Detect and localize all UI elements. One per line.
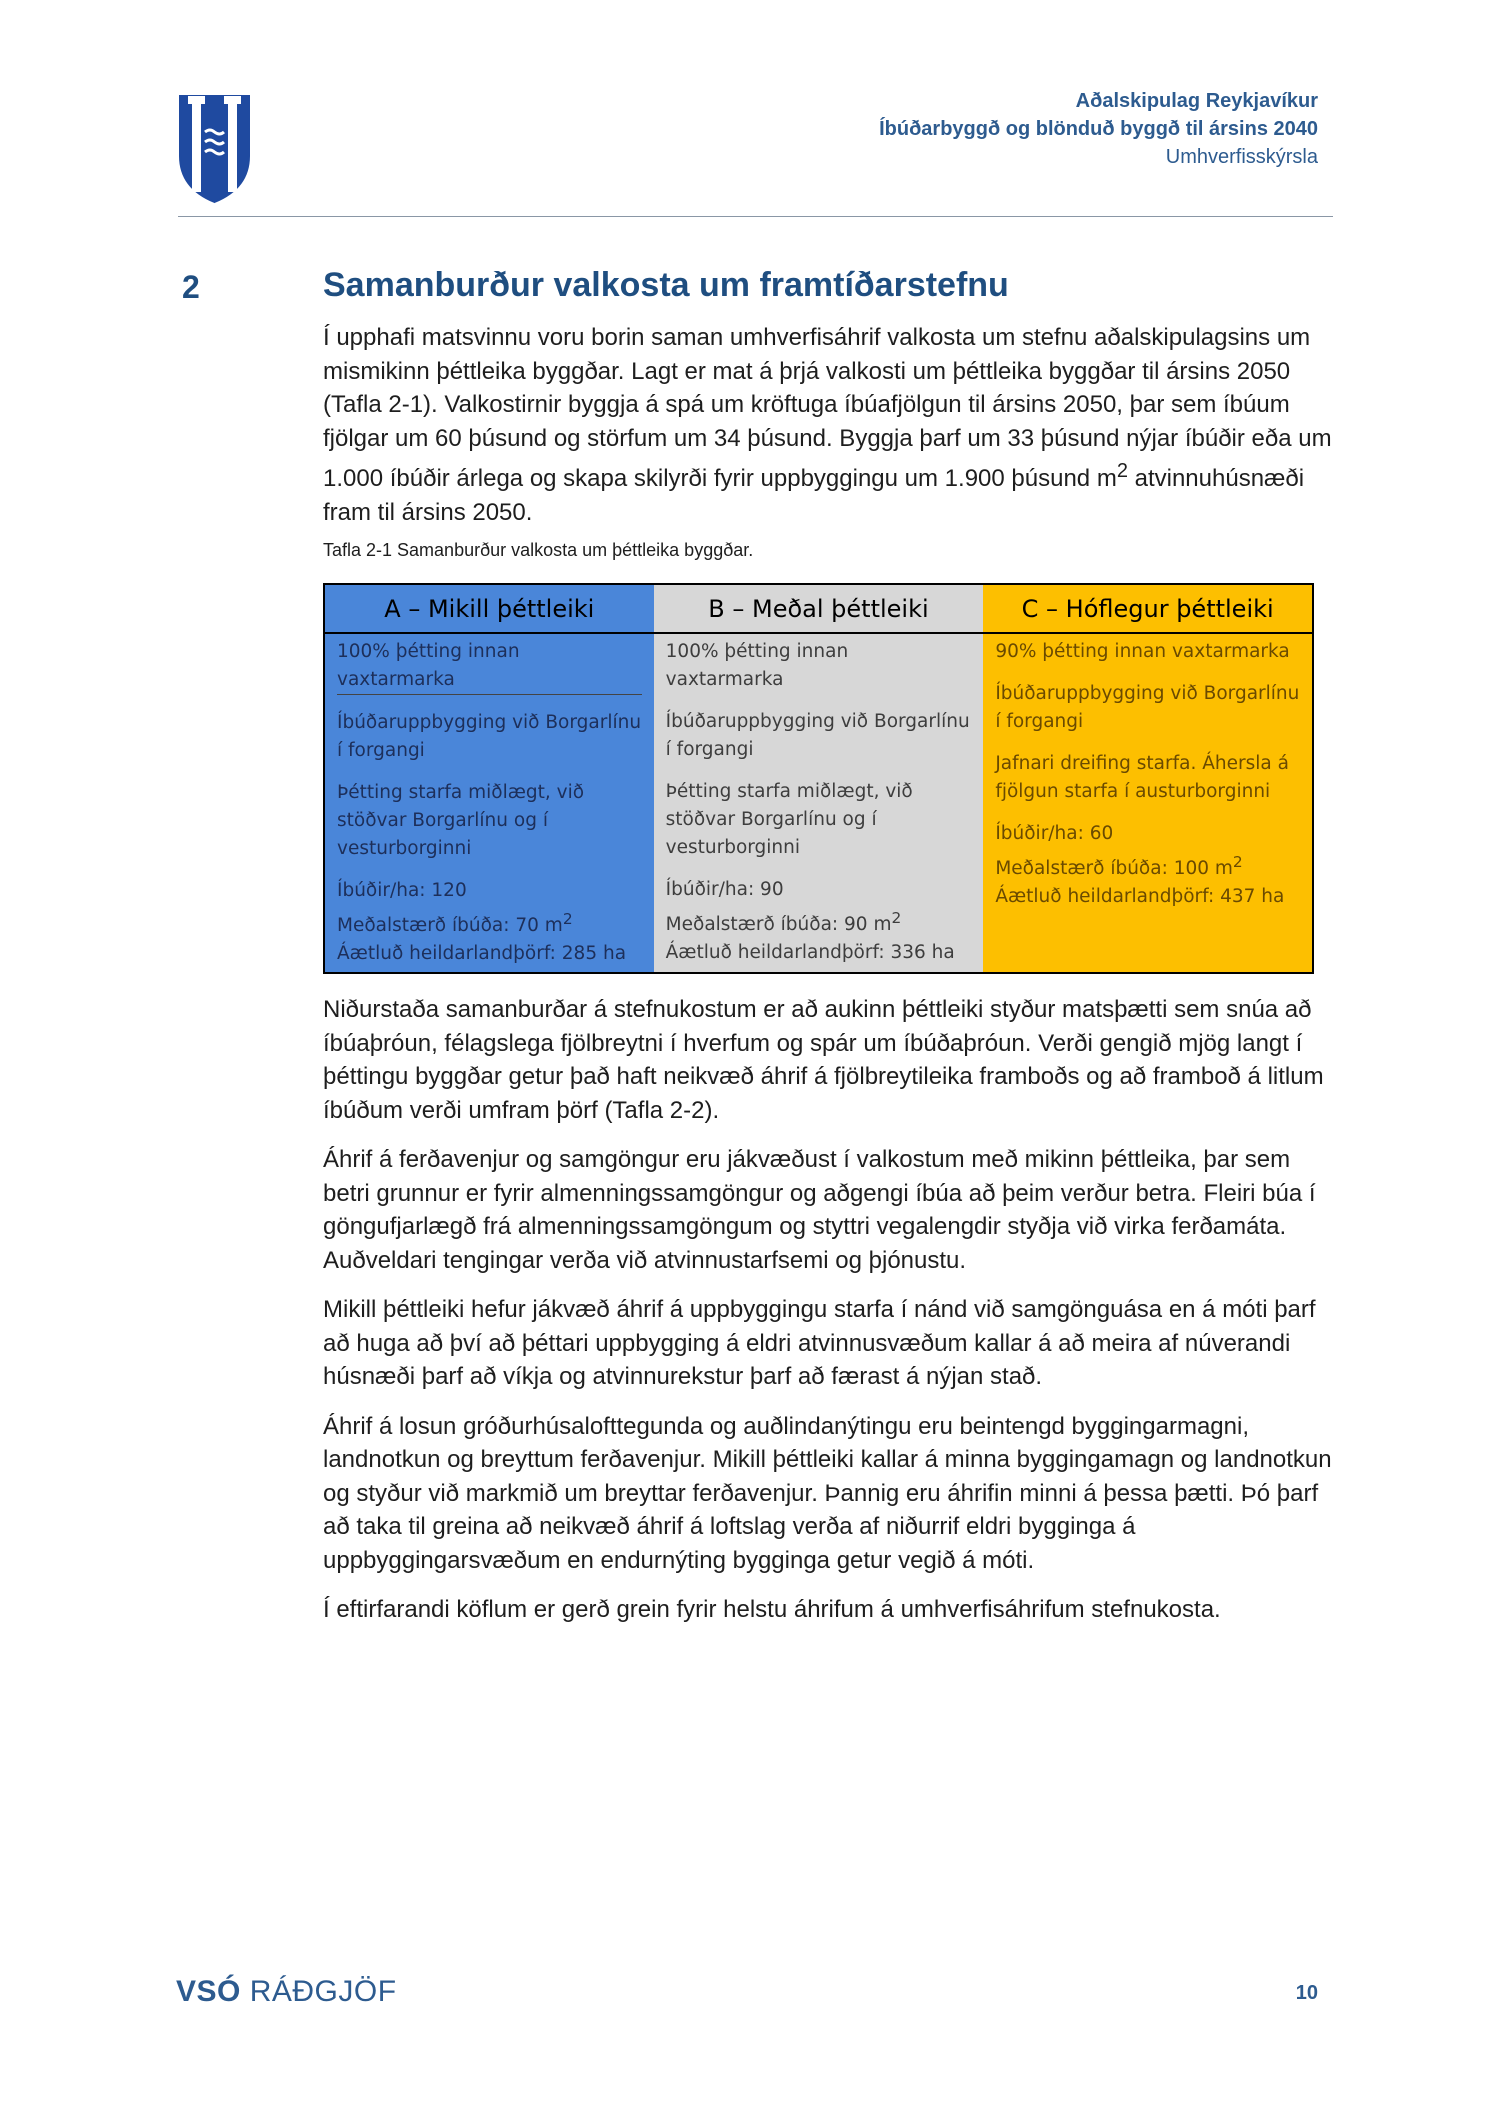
document-header: [879, 87, 1318, 171]
vso-radgjof-logo: [176, 1975, 397, 2009]
reykjavik-coat-of-arms-logo: [178, 92, 251, 204]
footer-brand-bold: VSÓ: [176, 1975, 241, 2008]
footer-brand-light: RÁÐGJÖF: [240, 1975, 397, 2008]
paragraph: Mikill þéttleiki hefur jákvæð áhrif á uppbyggingu starfa í nánd við samgönguása en á móti þarf að huga að því að þéttari uppbygging á eldri atvinnusvæðum kallar á að meira af núverandi húsnæði þarf að víkja og atvinnurekstur þarf að færast á nýjan stað.: [323, 1296, 1316, 1390]
cell-stats: [666, 876, 972, 967]
avg-size-text: Meðalstærð íbúða: 100 m: [995, 858, 1233, 880]
table-caption: Tafla 2-1 Samanburður valkosta um þéttleika byggðar.: [323, 540, 754, 560]
avg-size-value: [666, 904, 972, 939]
alternatives-comparison-table: [323, 583, 1314, 974]
intro-paragraph: [323, 321, 1333, 529]
cell-item: Þétting starfa miðlægt, við stöðvar Borgarlínu og í vesturborginni: [665, 781, 913, 858]
avg-size-sup: 2: [891, 909, 902, 927]
avg-size-sup: 2: [1232, 853, 1243, 871]
avg-size-sup: 2: [562, 910, 573, 928]
column-cell-a: [324, 633, 654, 973]
paragraph: Niðurstaða samanburðar á stefnukostum er að aukinn þéttleiki styður matsþætti sem snúa að íbúaþróun, félagslega fjölbreytni í hverfum og spár um íbúðaþróun. Verði gengið mjög langt í þéttingu byggðar getur það haft neikvæð áhrif á fjölbreytileika framboðs og að framboð á litlum íbúðum verði umfram þörf (Tafla 2-2).: [323, 996, 1324, 1124]
cell-item: Íbúðaruppbygging við Borgarlínu í forgangi: [665, 711, 970, 760]
cell-item: Íbúðaruppbygging við Borgarlínu í forgangi: [337, 712, 642, 761]
avg-size-text: Meðalstærð íbúða: 90 m: [665, 914, 892, 936]
section-title: Samanburður valkosta um framtíðarstefnu: [323, 266, 1009, 304]
intro-text-part2: atvinnuhúsnæði fram til ársins 2050.: [323, 465, 1305, 526]
header-plan-subtitle: Íbúðarbyggð og blönduð byggð til ársins 2040: [879, 118, 1318, 140]
table-header-row: [324, 584, 1313, 633]
header-divider: [178, 216, 1333, 217]
land-need-value: Áætluð heildarlandþörf: 437 ha: [995, 886, 1285, 908]
cell-stats: [337, 877, 642, 968]
density-value: Íbúðir/ha: 90: [665, 879, 784, 900]
land-need-value: Áætluð heildarlandþörf: 336 ha: [665, 942, 955, 964]
page-number: 10: [1295, 1982, 1318, 2004]
paragraph: Áhrif á losun gróðurhúsalofttegunda og auðlindanýtingu eru beintengd byggingarmagni, landnotkun og breyttum ferðavenjur. Mikill þéttleiki kallar á minna byggingamagn og landnotkun og styður við markmið um breyttar ferðavenjur. Þannig eru áhrifin minni á þessa þætti. Þó þarf að taka til greina að neikvæð áhrif á loftslag verða af niðurrif eldri bygginga á uppbyggingarsvæðum en endurnýting bygginga getur vegið á móti.: [323, 1412, 1332, 1574]
column-header-b: B – Meðal þéttleiki: [654, 584, 984, 633]
header-report-type: Umhverfisskýrsla: [1165, 146, 1318, 168]
density-value: Íbúðir/ha: 120: [337, 880, 467, 901]
results-section: [323, 993, 1333, 1643]
paragraph: Áhrif á ferðavenjur og samgöngur eru jákvæðust í valkostum með mikinn þéttleika, þar sem betri grunnur er fyrir almenningssamgöngur og aðgengi íbúa að þeim verður betra. Fleiri búa í göngufjarlægð frá almenningssamgöngum og styttri vegalengdir styðja við virka ferðamáta. Auðveldari tengingar verða við atvinnustarfsemi og þjónustu.: [323, 1146, 1316, 1274]
cell-item: 100% þétting innan vaxtarmarka: [337, 638, 642, 695]
cell-item: 100% þétting innan vaxtarmarka: [665, 641, 849, 690]
column-header-a: A – Mikill þéttleiki: [324, 584, 654, 633]
cell-item: Jafnari dreifing starfa. Áhersla á fjölgun starfa í austurborginni: [995, 753, 1289, 802]
table-body-row: [324, 633, 1313, 973]
cell-item: Íbúðaruppbygging við Borgarlínu í forgangi: [995, 683, 1300, 732]
column-cell-c: [983, 633, 1313, 973]
cell-stats: [995, 820, 1300, 911]
column-cell-b: [654, 633, 984, 973]
density-value: Íbúðir/ha: 60: [995, 823, 1114, 844]
avg-size-value: [995, 848, 1300, 883]
column-header-c: C – Hóflegur þéttleiki: [983, 584, 1313, 633]
section-number: 2: [182, 269, 200, 305]
cell-item: 90% þétting innan vaxtarmarka: [995, 641, 1290, 662]
intro-text-part1: Í upphafi matsvinnu voru borin saman umhverfisáhrif valkosta um stefnu aðalskipulagsins um mismikinn þéttleika byggðar. Lagt er mat á þrjá valkosti um þéttleika byggðar til ársins 2050 (Tafla 2-1). Valkostirnir byggja á spá um kröftuga íbúafjölgun til ársins 2050, þar sem íbúum fjölgar um 60 þúsund og störfum um 34 þúsund. Byggja þarf um 33 þúsund nýjar íbúðir eða um 1.000 íbúðir árlega og skapa skilyrði fyrir uppbyggingu um 1.900 þúsund m: [323, 324, 1332, 492]
avg-size-text: Meðalstærð íbúða: 70 m: [337, 915, 563, 937]
intro-superscript: 2: [1116, 460, 1128, 482]
land-need-value: Áætluð heildarlandþörf: 285 ha: [337, 943, 627, 965]
avg-size-value: [337, 905, 642, 940]
cell-item: Þétting starfa miðlægt, við stöðvar Borgarlínu og í vesturborginni: [337, 782, 585, 859]
paragraph: Í eftirfarandi köflum er gerð grein fyrir helstu áhrifum á umhverfisáhrifum stefnukosta.: [323, 1596, 1221, 1623]
header-plan-title: Aðalskipulag Reykjavíkur: [1075, 90, 1318, 112]
